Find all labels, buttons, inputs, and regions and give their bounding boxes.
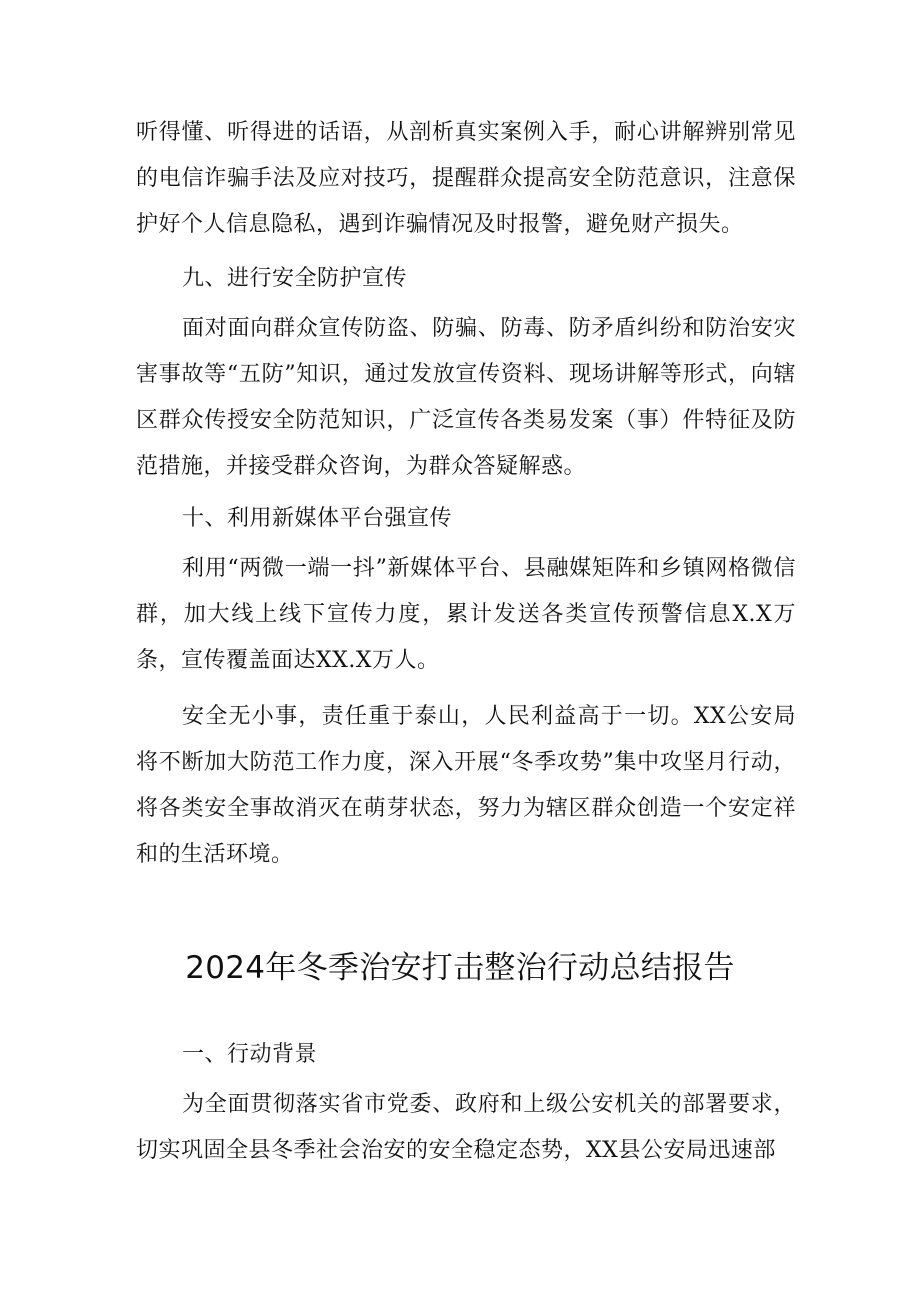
carryover-paragraph: 听得懂、听得进的话语，从剖析真实案例入手，耐心讲解辨别常见的电信诈骗手法及应对技巧，提醒群众提高安全防范意识，注意保护好个人信息隐私，遇到诈骗情况及时报警，避免财产损失。 xyxy=(136,120,796,237)
section-body-9: 面对面向群众宣传防盗、防骗、防毒、防矛盾纠纷和防治安灾害事故等“五防”知识，通过发放宣传资料、现场讲解等形式，向辖区群众传授安全防范知识，广泛宣传各类易发案（事）件特征及防范措施，并接受群众咨询，为群众答疑解惑。 xyxy=(136,316,796,479)
section-body-1: 为全面贯彻落实省市党委、政府和上级公安机关的部署要求，切实巩固全县冬季社会治安的安全稳定态势，XX县公安局迅速部 xyxy=(136,1092,796,1163)
section-heading-10: 十、利用新媒体平台强宣传 xyxy=(182,506,453,531)
closing-paragraph: 安全无小事，责任重于泰山，人民利益高于一切。XX公安局将不断加大防范工作力度，深入开展“冬季攻势”集中攻坚月行动，将各类安全事故消灭在萌芽状态，努力为辖区群众创造一个安定祥和的生活环境。 xyxy=(136,704,796,867)
section-heading-1: 一、行动背景 xyxy=(182,1042,318,1067)
section-body-10: 利用“两微一端一抖”新媒体平台、县融媒矩阵和乡镇网格微信群，加大线上线下宣传力度，累计发送各类宣传预警信息X.X万条，宣传覆盖面达XX.X万人。 xyxy=(136,556,796,673)
section-heading-9: 九、进行安全防护宣传 xyxy=(182,266,408,291)
report-title: 2024年冬季治安打击整治行动总结报告 xyxy=(185,950,735,986)
